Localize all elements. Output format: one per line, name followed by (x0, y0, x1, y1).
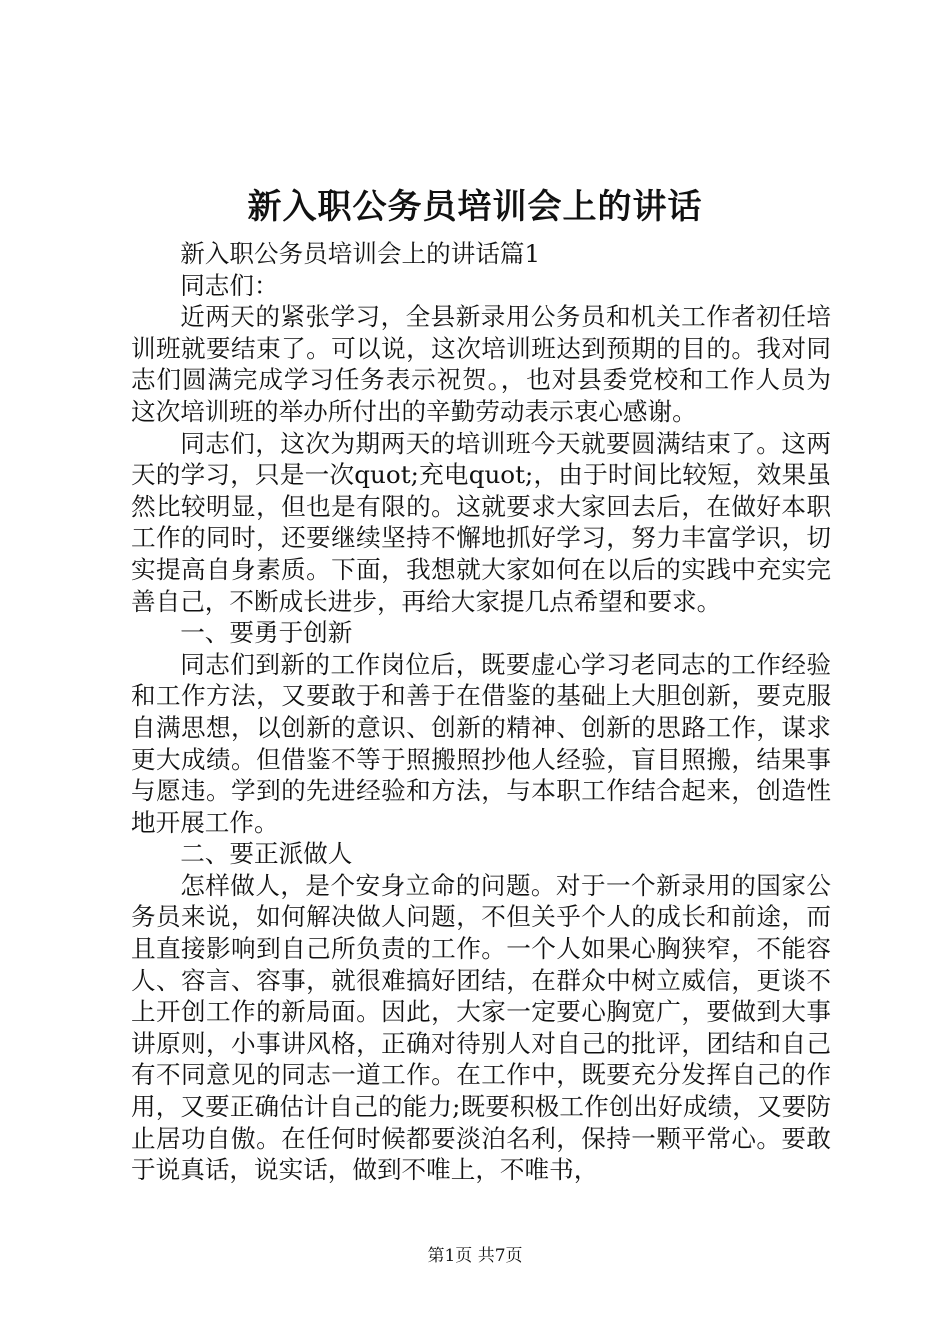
document-body (131, 238, 831, 1186)
section-heading: 二、要正派做人 (180, 839, 353, 869)
paragraph: 近两天的紧张学习，全县新录用公务员和机关工作者初任培训班就要结束了。可以说，这次培训班达到预期的目的。我对同志们圆满完成学习任务表示祝贺。，也对县委党校和工作人员为这次培训班的举办所付出的辛勤劳动表示衷心感谢。 (131, 302, 831, 426)
paragraph: 同志们，这次为期两天的培训班今天就要圆满结束了。这两天的学习，只是一次quot;充电quot;，由于时间比较短，效果虽然比较明显，但也是有限的。这就要求大家回去后，在做好本职工作的同时，还要继续坚持不懈地抓好学习，努力丰富学识，切实提高自身素质。下面，我想就大家如何在以后的实践中充实完善自己，不断成长进步，再给大家提几点希望和要求。 (131, 428, 831, 616)
document-title: 新入职公务员培训会上的讲话 (247, 187, 703, 227)
section-subtitle: 新入职公务员培训会上的讲话篇1 (180, 239, 541, 268)
page-number: 第1页 共7页 (427, 1246, 523, 1266)
salutation: 同志们： (180, 270, 279, 300)
section-heading: 一、要勇于创新 (180, 618, 353, 648)
paragraph: 怎样做人，是个安身立命的问题。对于一个新录用的国家公务员来说，如何解决做人问题，不但关乎个人的成长和前途，而且直接影响到自己所负责的工作。一个人如果心胸狭窄，不能容人、容言、容事，就很难搞好团结，在群众中树立威信，更谈不上开创工作的新局面。因此，大家一定要心胸宽广，要做到大事讲原则，小事讲风格，正确对待别人对自己的批评，团结和自己有不同意见的同志一道工作。在工作中，既要充分发挥自己的作用，又要正确估计自己的能力;既要积极工作创出好成绩，又要防止居功自傲。在任何时候都要淡泊名利，保持一颗平常心。要敢于说真话，说实话，做到不唯上，不唯书， (131, 870, 831, 1185)
paragraph: 同志们到新的工作岗位后，既要虚心学习老同志的工作经验和工作方法，又要敢于和善于在借鉴的基础上大胆创新，要克服自满思想，以创新的意识、创新的精神、创新的思路工作，谋求更大成绩。但借鉴不等于照搬照抄他人经验，盲目照搬，结果事与愿违。学到的先进经验和方法，与本职工作结合起来，创造性地开展工作。 (131, 649, 831, 837)
